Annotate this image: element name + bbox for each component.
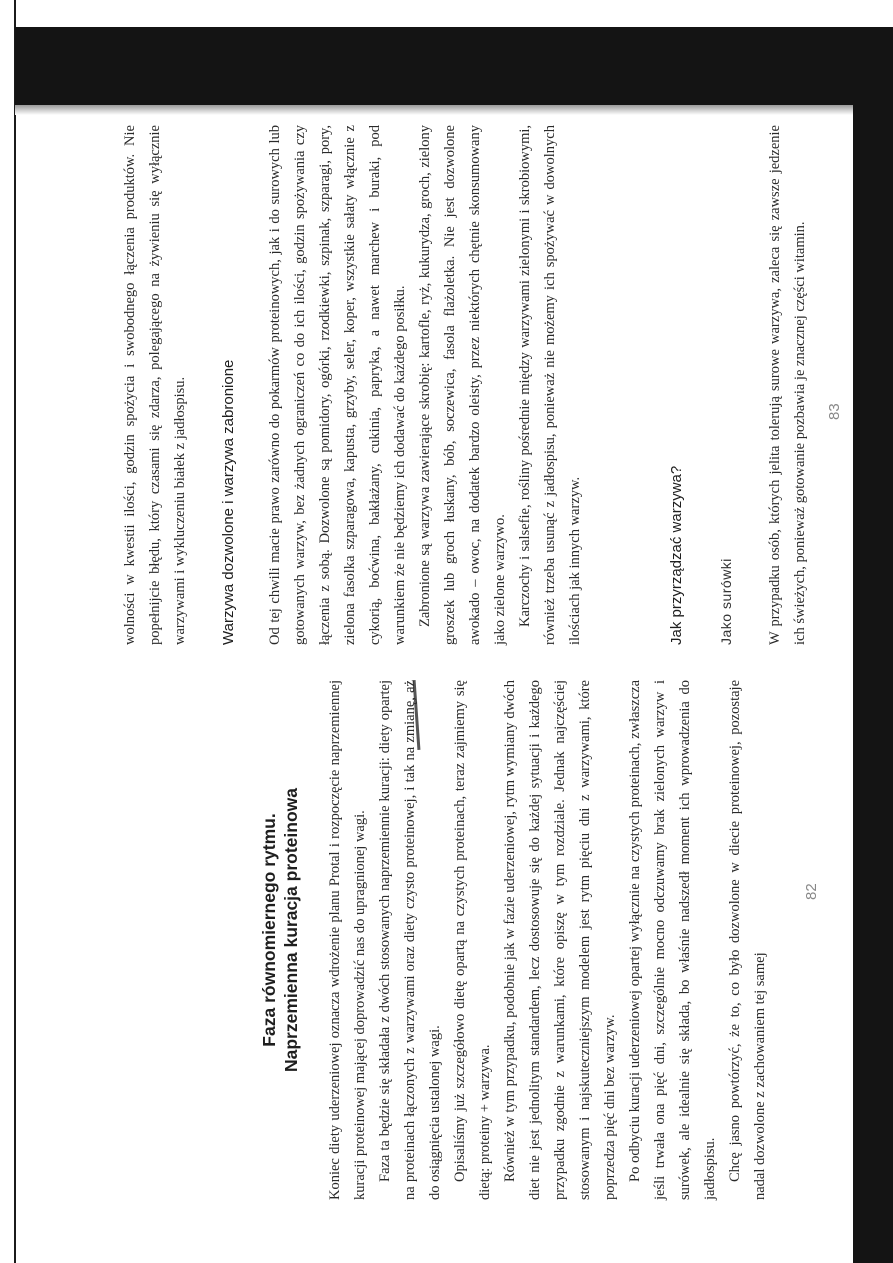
chapter-title-line1: Faza równomiernego rytmu. [259, 813, 279, 1047]
left-paragraph-2: Faza ta będzie się składała z dwóch stosowanych naprzemiennie kuracji: diety opartej na proteinach łączonych z warzywami oraz diety czysto proteinowej, i tak na zmianę, aż do osiągnięcia ustalonej wagi. [377, 680, 443, 1200]
book-spread [108, 60, 848, 1220]
page-number-right: 83 [826, 403, 843, 420]
left-paragraph-6: Chcę jasno powtórzyć, że to, co było dozwolone w diecie proteinowej, pozostaje nadal dozwolone z zachowaniem tej samej [727, 680, 768, 1200]
page-number-left: 82 [803, 883, 820, 900]
sub-heading: Jako surówki [718, 558, 734, 645]
right-paragraph-3: Karczochy i salsefie, rośliny pośrednie między warzywami zielonymi i skrobiowymi, również trzeba usunąć z jadłospisu, ponieważ nie możemy ich spożywać w dowolnych ilościach jak innych warzyw. [517, 125, 583, 645]
left-paragraph-1: Koniec diety uderzeniowej oznacza wdrożenie planu Protal i rozpoczęcie naprzemiennej kuracji proteinowej mającej doprowadzić nas do upragnionej wagi. [327, 680, 368, 1200]
right-page-last-text [763, 125, 813, 645]
chapter-title-line2: Naprzemienna kuracja proteinowa [281, 788, 301, 1072]
chapter-title [258, 720, 302, 1140]
scan-left-edge [0, 0, 16, 1263]
left-paragraph-4: Również w tym przypadku, podobnie jak w fazie uderzeniowej, rytm wymiany dwóch diet nie jest jednolitym standardem, lecz dostosowuje się do każdej sytuacji i każdego przypadku zgodnie z warunkami, które opiszę w tym rozdziale. Jednak najczęściej stosowanym i najskuteczniejszym modelem jest rytm pięciu dni z warzywami, które poprzedza pięć dni bez warzyw. [502, 680, 618, 1200]
left-page-text [323, 680, 773, 1200]
right-paragraph-intro: wolności w kwestii ilości, godzin spożycia i swobodnego łączenia produktów. Nie popełnijcie błędu, który czasami się zdarza, polegającego na żywieniu się wyłącznie warzywami i wykluczeniu białek z jadłospisu. [122, 125, 188, 645]
left-paragraph-5: Po odbyciu kuracji uderzeniowej opartej wyłącznie na czystych proteinach, zwłaszcza jeśli trwała ona pięć dni, szczególnie mocno odczuwamy brak zielonych warzyw i surówek, ale idealnie się składa, bo właśnie nadszedł moment ich wprowadzenia do jadłospisu. [627, 680, 718, 1200]
right-paragraph-1: Od tej chwili macie prawo zarówno do pokarmów proteinowych, jak i do surowych lub gotowanych warzyw, bez żadnych ograniczeń co do ich ilości, godzin spożywania czy łączenia z sobą. Dozwolone są pomidory, ogórki, rzodkiewki, szpinak, szparagi, pory, zielona fasolka szparagowa, kapusta, grzyby, seler, koper, wszystkie sałaty włącznie z cykorią, boćwina, bakłażany, cukinia, papryka, a nawet marchew i buraki, pod warunkiem że nie będziemy ich dodawać do każdego posiłku. [267, 125, 408, 645]
left-paragraph-3: Opisaliśmy już szczegółowo dietę opartą na czystych proteinach, teraz zajmiemy się dietą: proteiny + warzywa. [452, 680, 493, 1200]
question-heading: Jak przyrządzać warzywa? [668, 465, 685, 645]
right-page-section-text [263, 125, 588, 645]
right-paragraph-2: Zabronione są warzywa zawierające skrobię: kartofle, ryż, kukurydza, groch, zielony groszek lub groch łuskany, bób, soczewica, fasola flażoletka. Nie jest dozwolone awokado – owoc, na dodatek bardzo oleisty, przez niektórych chętnie skonsumowany jako zielone warzywo. [417, 125, 508, 645]
scan-right-edge [853, 27, 893, 1263]
right-paragraph-last: W przypadku osób, których jelita tolerują surowe warzywa, zaleca się zawsze jedzenie ich świeżych, ponieważ gotowanie pozbawia je znacznej części witamin. [767, 125, 808, 645]
right-page-top-text [118, 125, 193, 645]
section-heading: Warzywa dozwolone i warzywa zabronione [220, 359, 237, 645]
